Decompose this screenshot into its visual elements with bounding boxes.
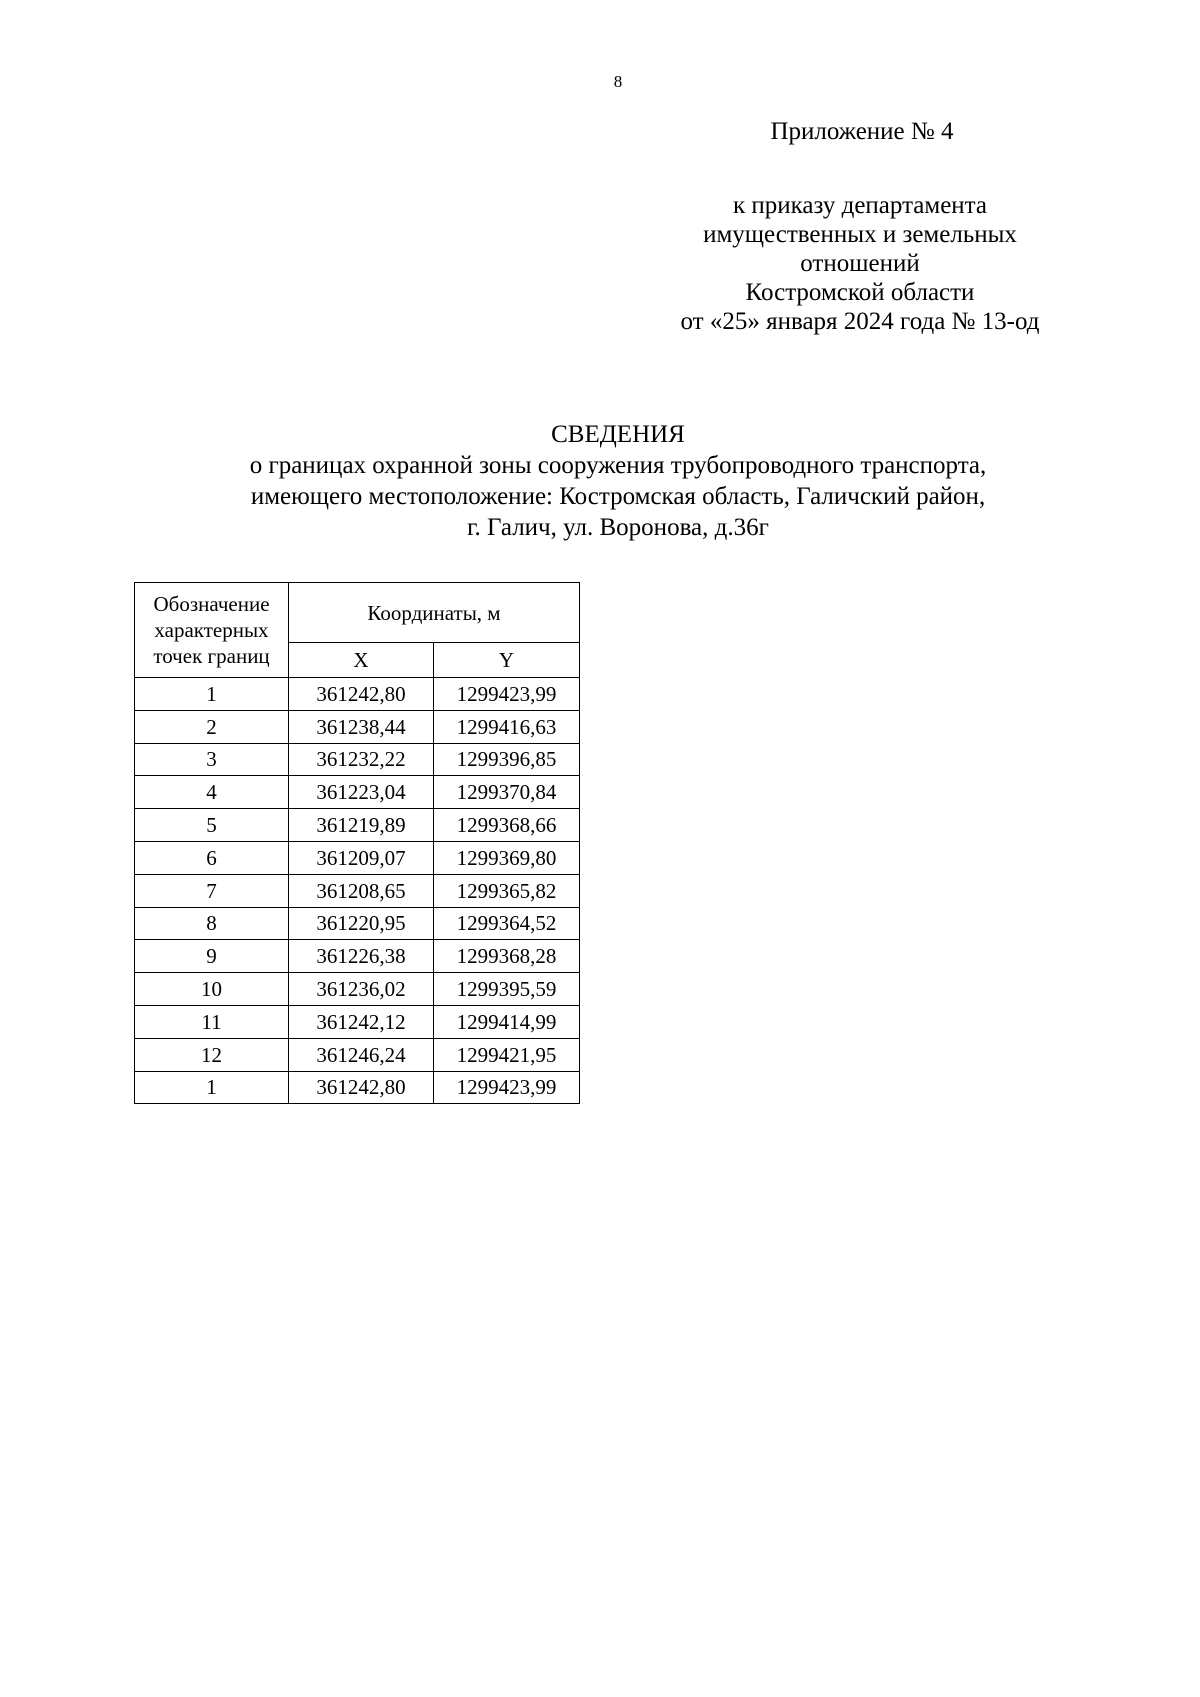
point-cell: 11 xyxy=(135,1005,289,1038)
x-coordinate-cell: 361232,22 xyxy=(289,743,434,776)
x-coordinate-cell: 361223,04 xyxy=(289,776,434,809)
point-cell: 1 xyxy=(135,678,289,711)
table-row xyxy=(135,710,580,743)
point-cell: 8 xyxy=(135,907,289,940)
order-reference xyxy=(640,191,1080,336)
y-coordinate-cell: 1299396,85 xyxy=(434,743,580,776)
order-line: имущественных и земельных xyxy=(703,221,1017,248)
table-row xyxy=(135,743,580,776)
coordinates-table-body xyxy=(135,678,580,1104)
page-number: 8 xyxy=(613,72,623,91)
table-row xyxy=(135,809,580,842)
x-coordinate-cell: 361226,38 xyxy=(289,940,434,973)
heading-line: о границах охранной зоны сооружения трубопроводного транспорта, xyxy=(249,452,987,479)
table-row xyxy=(135,973,580,1006)
header-coordinates: Координаты, м xyxy=(289,583,580,643)
table-row xyxy=(135,841,580,874)
y-coordinate-cell: 1299395,59 xyxy=(434,973,580,1006)
y-coordinate-cell: 1299364,52 xyxy=(434,907,580,940)
document-heading xyxy=(0,419,1200,543)
table-row xyxy=(135,678,580,711)
heading-title: СВЕДЕНИЯ xyxy=(551,421,685,448)
order-line: к приказу департамента xyxy=(732,192,988,219)
point-cell: 10 xyxy=(135,973,289,1006)
y-coordinate-cell: 1299414,99 xyxy=(434,1005,580,1038)
header-y: Y xyxy=(434,643,580,678)
y-coordinate-cell: 1299370,84 xyxy=(434,776,580,809)
x-coordinate-cell: 361219,89 xyxy=(289,809,434,842)
y-coordinate-cell: 1299421,95 xyxy=(434,1038,580,1071)
table-row xyxy=(135,776,580,809)
point-cell: 5 xyxy=(135,809,289,842)
x-coordinate-cell: 361246,24 xyxy=(289,1038,434,1071)
heading-line: г. Галич, ул. Воронова, д.36г xyxy=(467,514,769,541)
y-coordinate-cell: 1299368,66 xyxy=(434,809,580,842)
point-cell: 7 xyxy=(135,874,289,907)
point-cell: 3 xyxy=(135,743,289,776)
table-row xyxy=(135,907,580,940)
point-cell: 6 xyxy=(135,841,289,874)
y-coordinate-cell: 1299423,99 xyxy=(434,678,580,711)
order-line: отношений xyxy=(800,250,920,277)
heading-line: имеющего местоположение: Костромская область, Галичский район, xyxy=(250,483,986,510)
table-row xyxy=(135,1071,580,1104)
table-row xyxy=(135,1038,580,1071)
y-coordinate-cell: 1299416,63 xyxy=(434,710,580,743)
y-coordinate-cell: 1299369,80 xyxy=(434,841,580,874)
header-x: X xyxy=(289,643,434,678)
y-coordinate-cell: 1299423,99 xyxy=(434,1071,580,1104)
x-coordinate-cell: 361236,02 xyxy=(289,973,434,1006)
x-coordinate-cell: 361238,44 xyxy=(289,710,434,743)
x-coordinate-cell: 361242,80 xyxy=(289,1071,434,1104)
x-coordinate-cell: 361208,65 xyxy=(289,874,434,907)
point-cell: 9 xyxy=(135,940,289,973)
table-row xyxy=(135,874,580,907)
point-cell: 2 xyxy=(135,710,289,743)
x-coordinate-cell: 361209,07 xyxy=(289,841,434,874)
appendix-title: Приложение № 4 xyxy=(770,118,954,145)
point-cell: 4 xyxy=(135,776,289,809)
x-coordinate-cell: 361242,12 xyxy=(289,1005,434,1038)
order-line: Костромской области xyxy=(745,279,975,306)
table-row xyxy=(135,1005,580,1038)
point-cell: 1 xyxy=(135,1071,289,1104)
order-line: от «25» января 2024 года № 13-од xyxy=(680,308,1040,335)
coordinates-table xyxy=(134,582,580,1104)
x-coordinate-cell: 361242,80 xyxy=(289,678,434,711)
y-coordinate-cell: 1299365,82 xyxy=(434,874,580,907)
table-row xyxy=(135,940,580,973)
header-point-designation: Обозначение характерных точек границ xyxy=(135,583,289,678)
x-coordinate-cell: 361220,95 xyxy=(289,907,434,940)
point-cell: 12 xyxy=(135,1038,289,1071)
y-coordinate-cell: 1299368,28 xyxy=(434,940,580,973)
